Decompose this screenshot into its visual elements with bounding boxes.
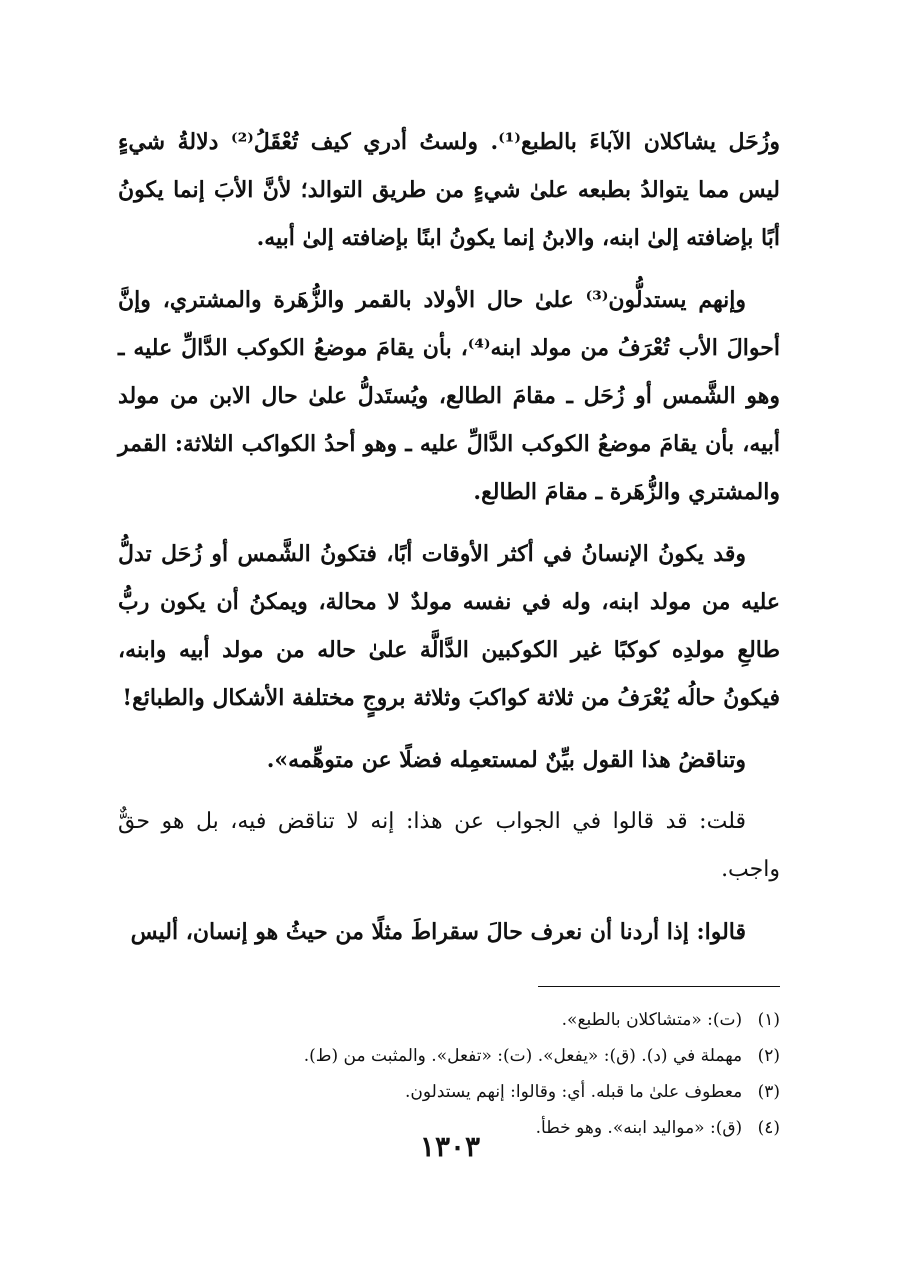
page-number: ١٣٠٣ [419, 1130, 481, 1163]
paragraph-6: قالوا: إذا أردنا أن نعرف حالَ سقراطَ مثلًا من حيثُ هو إنسان، أليس [130, 919, 746, 945]
footnote-number: (٣) [757, 1082, 780, 1102]
paragraph-2: وإنهم يستدلُّون⁽³⁾ علىٰ حال الأولاد بالقمر والزُّهَرة والمشتري، وإنَّ أحوالَ الأب تُعْرَفُ من مولد ابنه⁽⁴⁾، بأن يقامَ موضعُ الكوكب الدَّالِّ عليه ـ وهو الشَّمس أو زُحَل ـ مقامَ الطالع، ويُستَدلُّ علىٰ حال الابن من مولد أبيه، بأن يقامَ موضعُ الكوكب الدَّالِّ عليه ـ وهو أحدُ الكواكب الثلاثة: القمر والمشتري والزُّهَرة ـ مقامَ الطالع. [118, 287, 780, 505]
footnote-3 [118, 1074, 780, 1110]
footnote-1 [118, 1002, 780, 1038]
paragraph-1: وزُحَل يشاكلان الآباءَ بالطبع⁽¹⁾. ولستُ أدري كيف تُعْقَلُ⁽²⁾ دلالةُ شيءٍ ليس مما يتوالدُ بطبعه علىٰ شيءٍ من طريق التوالد؛ لأنَّ الأبَ إنما يكونُ أبًا بإضافته إلىٰ ابنه، والابنُ إنما يكونُ ابنًا بإضافته إلىٰ أبيه. [118, 129, 781, 251]
footnotes [118, 1002, 780, 1146]
footnote-divider [538, 986, 780, 987]
footnote-text: (ت): «متشاكلان بالطبع». [561, 1010, 743, 1030]
footnote-text: (ق): «مواليد ابنه». وهو خطأ. [535, 1118, 743, 1138]
footnote-number: (٤) [757, 1118, 780, 1138]
footnote-text: معطوف علىٰ ما قبله. أي: وقالوا: إنهم يستدلون. [404, 1082, 743, 1102]
footnote-text: مهملة في (د). (ق): «يفعل». (ت): «تفعل». والمثبت من (ط). [303, 1046, 743, 1066]
paragraph-3: وقد يكونُ الإنسانُ في أكثر الأوقات أبًا، فتكونُ الشَّمس أو زُحَل تدلُّ عليه من مولد ابنه، وله في نفسه مولدٌ لا محالة، ويمكنُ أن يكون ربُّ طالعِ مولدِه كوكبًا غير الكوكبين الدَّالَّة علىٰ حاله من مولد أبيه وابنه، فيكونُ حالُه يُعْرَفُ من ثلاثة كواكبَ وثلاثة بروجٍ مختلفة الأشكال والطبائع! [118, 541, 780, 711]
main-text [118, 118, 780, 970]
footnote-number: (٢) [757, 1046, 780, 1066]
footnote-2 [118, 1038, 780, 1074]
paragraph-5: قلت: قد قالوا في الجواب عن هذا: إنه لا تناقض فيه، بل هو حقٌّ واجب. [118, 809, 780, 882]
paragraph-4: وتناقضُ هذا القول بيِّنٌ لمستعمِله فضلًا عن متوهِّمه». [266, 747, 746, 773]
footnote-number: (١) [757, 1010, 780, 1030]
